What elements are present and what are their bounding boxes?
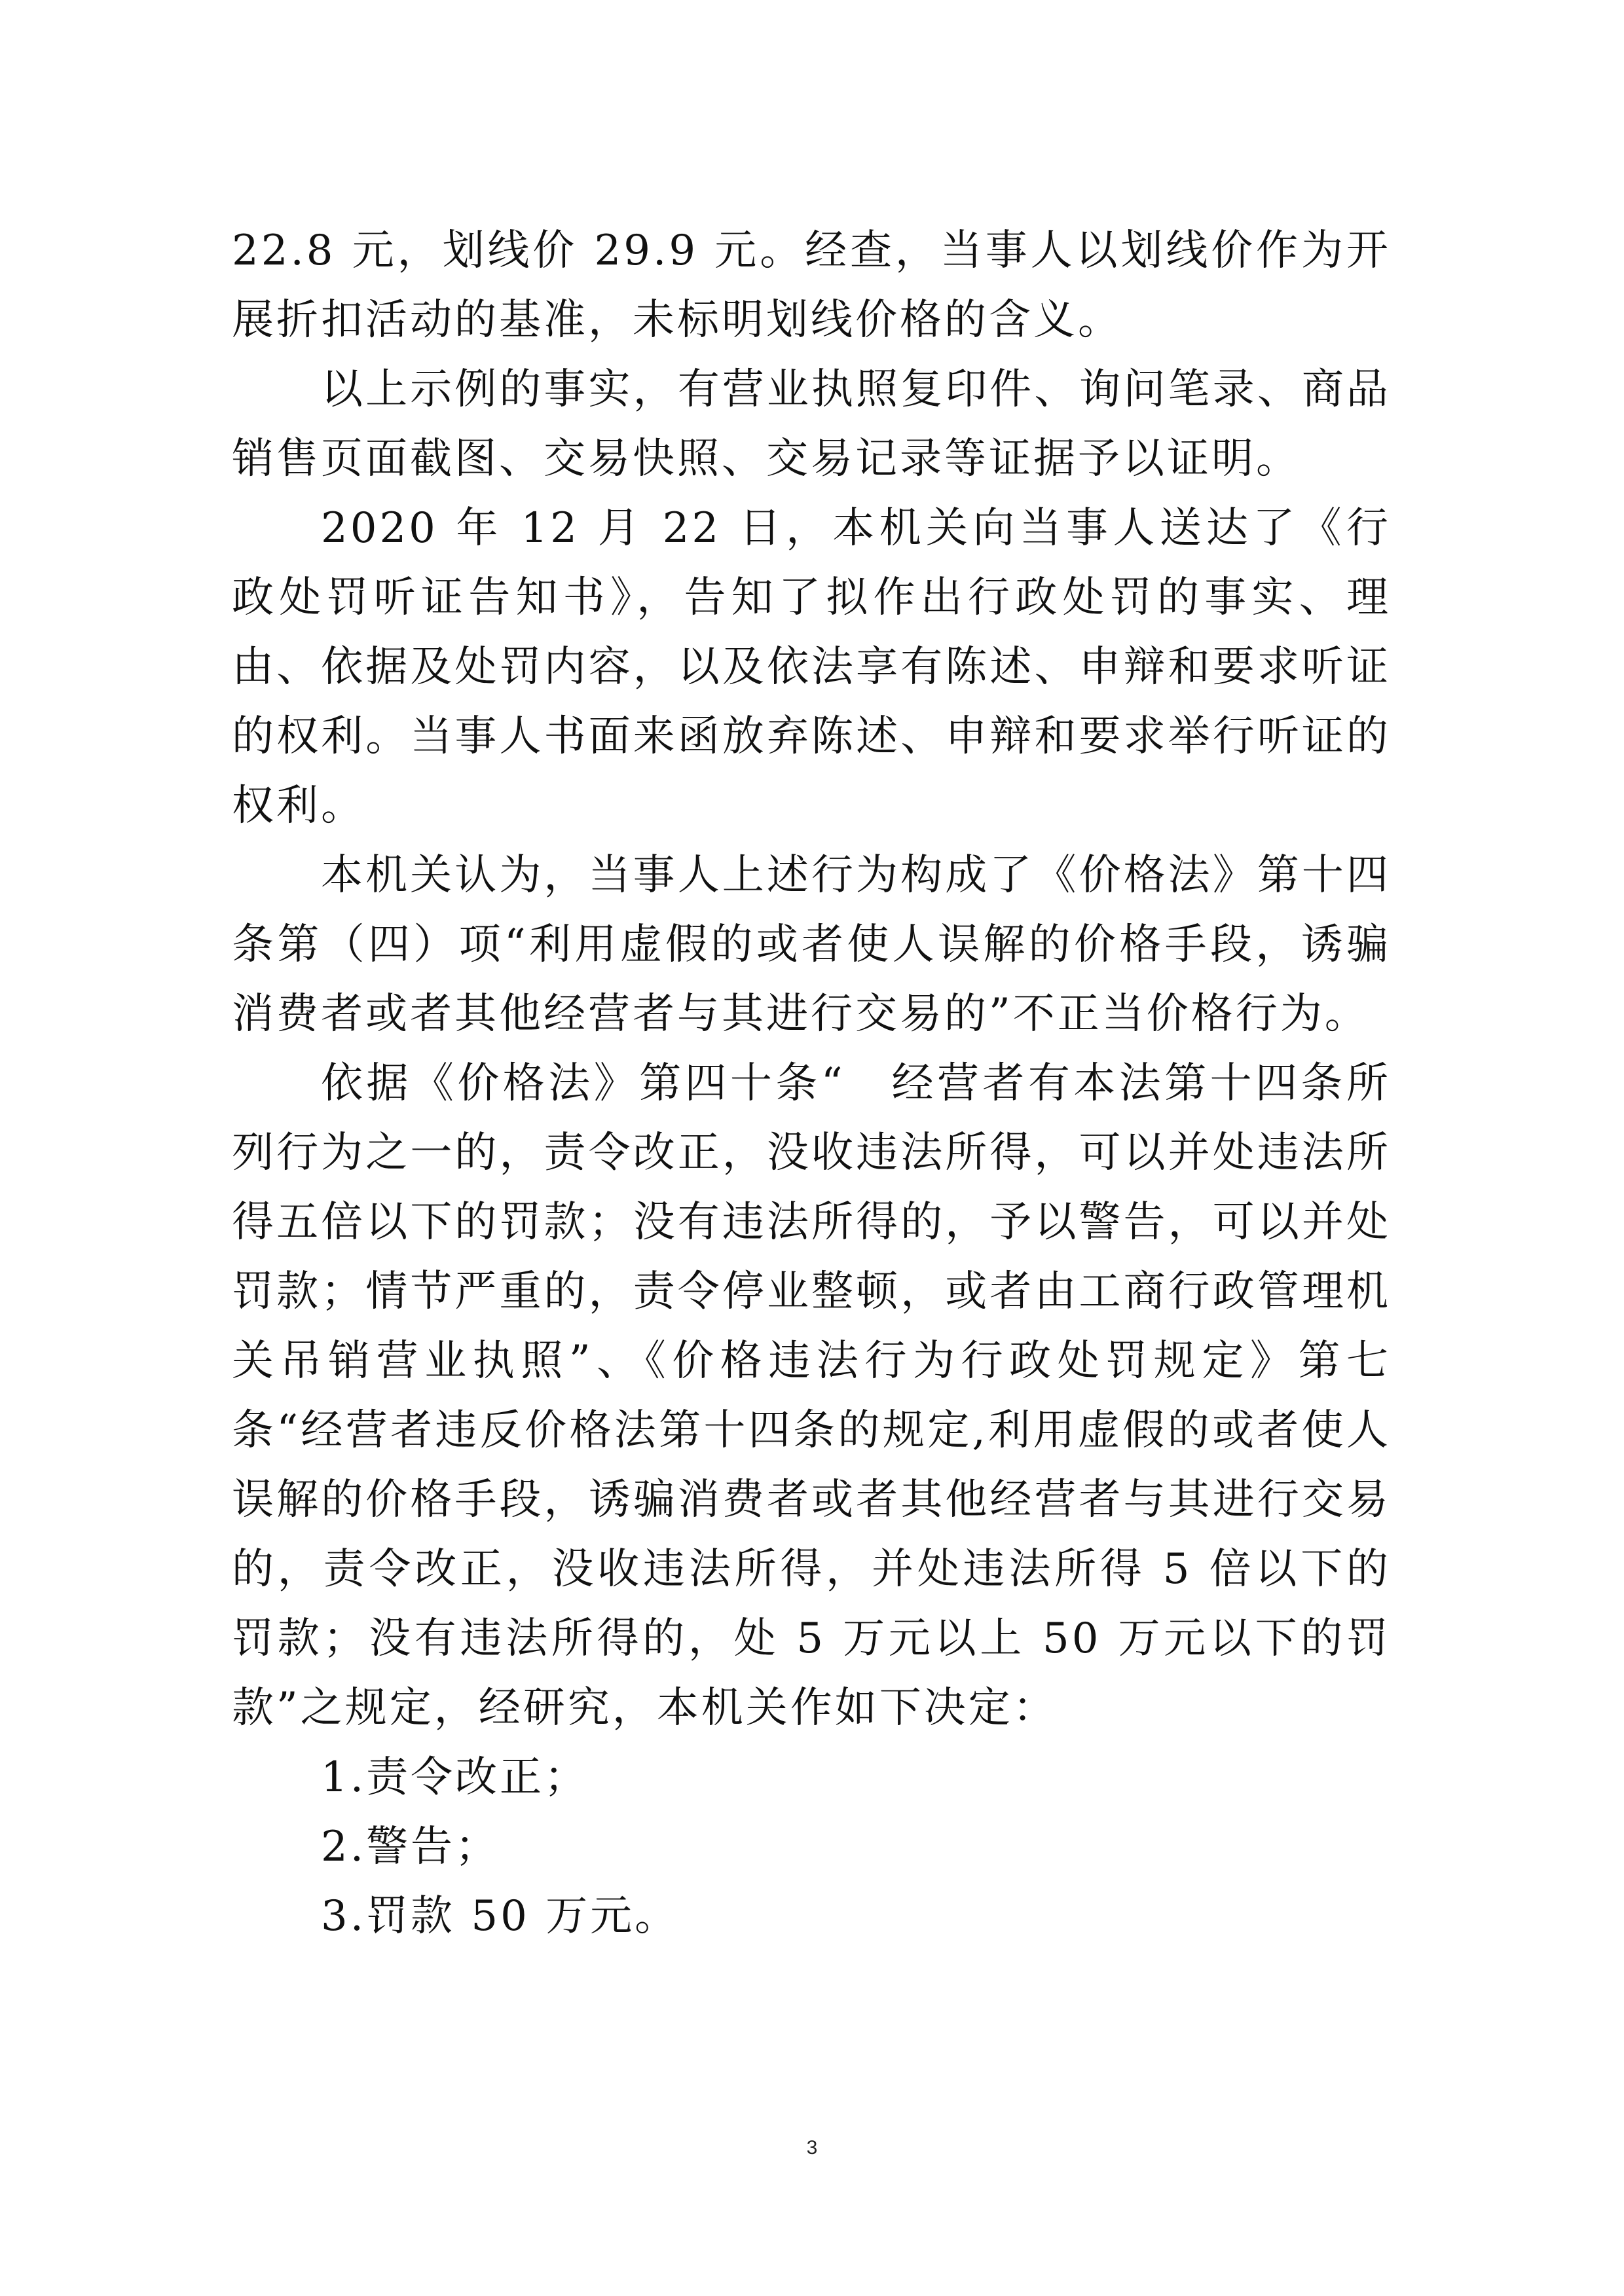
paragraph-finding: 本机关认为，当事人上述行为构成了《价格法》第十四条第（四）项“利用虚假的或者使人误解的价格手段，诱骗消费者或者其他经营者与其进行交易的”不正当价格行为。 — [232, 851, 1391, 1038]
paragraph-evidence: 以上示例的事实，有营业执照复印件、询问笔录、商品销售页面截图、交易快照、交易记录等证据予以证明。 — [232, 365, 1391, 483]
document-body — [232, 216, 1391, 1951]
decision-item-fine: 3.罚款 50 万元。 — [321, 1892, 680, 1941]
paragraph-continuation: 22.8 元，划线价 29.9 元。经查，当事人以划线价作为开展折扣活动的基准，未标明划线价格的含义。 — [232, 227, 1391, 344]
decision-item-warning: 2.警告； — [321, 1823, 500, 1871]
page-number: 3 — [806, 2137, 818, 2159]
decision-item-correction: 1.责令改正； — [321, 1753, 589, 1802]
paragraph-hearing-notice: 2020 年 12 月 22 日，本机关向当事人送达了《行政处罚听证告知书》，告知了拟作出行政处罚的事实、理由、依据及处罚内容，以及依法享有陈述、申辩和要求听证的权利。当事人书面来函放弃陈述、申辩和要求举行听证的权利。 — [232, 504, 1391, 830]
paragraph-legal-basis: 依据《价格法》第四十条“ 经营者有本法第十四条所列行为之一的，责令改正，没收违法所得，可以并处违法所得五倍以下的罚款；没有违法所得的，予以警告，可以并处罚款；情节严重的，责令停业整顿，或者由工商行政管理机关吊销营业执照”、《价格违法行为行政处罚规定》第七条“经营者违反价格法第十四条的规定,利用虚假的或者使人误解的价格手段，诱骗消费者或者其他经营者与其进行交易的，责令改正，没收违法所得，并处违法所得 5 倍以下的罚款；没有违法所得的，处 5 万元以上 50 万元以下的罚款”之规定，经研究，本机关作如下决定： — [232, 1059, 1391, 1732]
